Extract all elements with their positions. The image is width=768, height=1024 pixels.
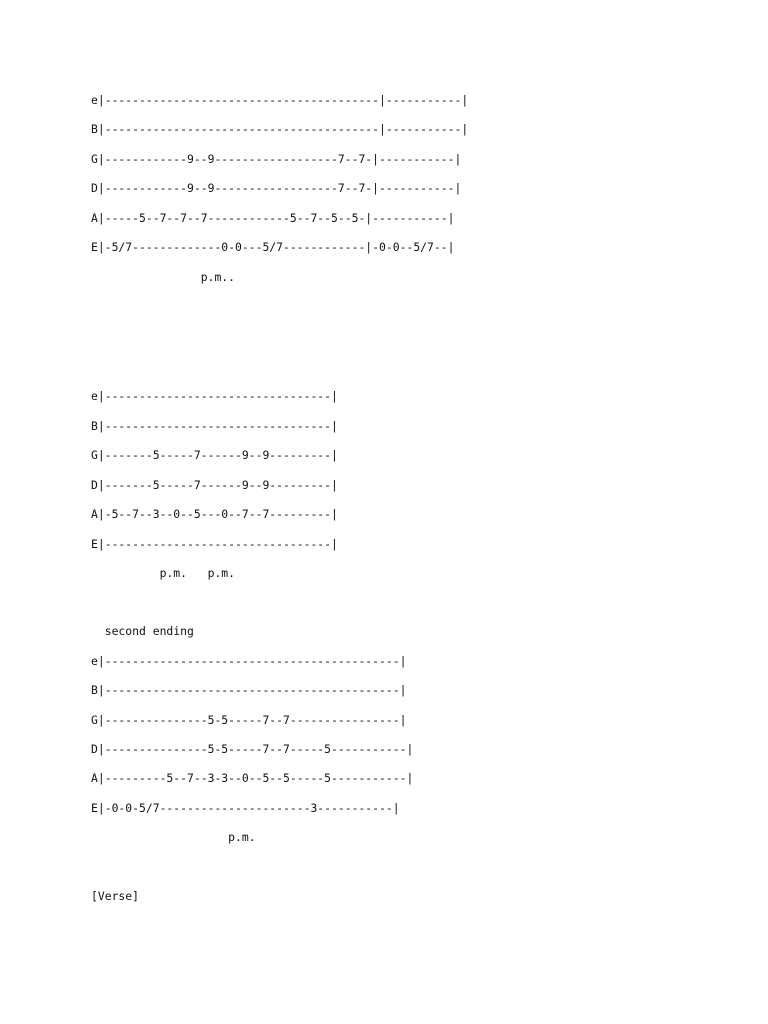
tab-string-e: e|---------------------------------| <box>91 389 338 403</box>
tab-string-G: G|-------5-----7------9--9---------| <box>91 448 338 462</box>
palm-mute-annotation: p.m. p.m. <box>91 566 236 580</box>
palm-mute-annotation: p.m. <box>91 830 256 844</box>
section-label: [Verse] <box>91 889 140 903</box>
tab-string-D: D|------------9--9------------------7--7-|-----------| <box>91 181 462 195</box>
tab-string-e: e|-------------------------------------------| <box>91 654 407 668</box>
tab-string-B: B|----------------------------------------|-----------| <box>91 122 469 136</box>
section-heading: second ending <box>91 624 194 638</box>
tab-string-B: B|---------------------------------| <box>91 419 338 433</box>
tab-string-A: A|-5--7--3--0--5---0--7--7---------| <box>91 507 338 521</box>
tab-string-G: G|------------9--9------------------7--7-|-----------| <box>91 152 462 166</box>
tab-string-D: D|-------5-----7------9--9---------| <box>91 478 338 492</box>
tab-string-A: A|---------5--7--3-3--0--5--5-----5-----------| <box>91 771 414 785</box>
tab-string-A: A|-----5--7--7--7------------5--7--5--5-|-----------| <box>91 211 455 225</box>
palm-mute-annotation: p.m.. <box>91 270 236 284</box>
tab-string-E: E|-5/7-------------0-0---5/7------------|-0-0--5/7--| <box>91 240 455 254</box>
tab-string-D: D|---------------5-5-----7--7-----5-----------| <box>91 742 414 756</box>
tab-string-E: E|-0-0-5/7----------------------3-----------| <box>91 801 400 815</box>
tab-string-e: e|----------------------------------------|-----------| <box>91 93 469 107</box>
tab-string-E: E|---------------------------------| <box>91 537 338 551</box>
tab-string-B: B|-------------------------------------------| <box>91 683 407 697</box>
tab-string-G: G|---------------5-5-----7--7----------------| <box>91 713 407 727</box>
